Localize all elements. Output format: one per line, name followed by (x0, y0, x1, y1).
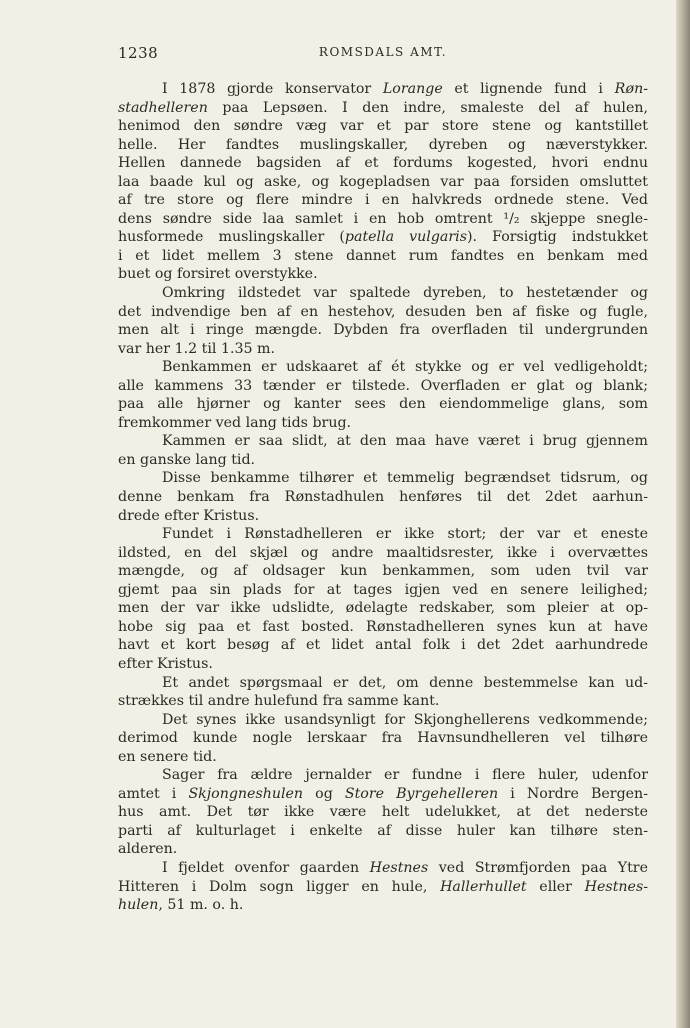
text-segment: eller (526, 878, 585, 895)
italic-text: Hestnes- (584, 878, 648, 895)
text-segment: helle. Her fandtes muslingskaller, dyreben og næverstykker. (118, 136, 648, 153)
text-line (118, 896, 648, 915)
text-line (118, 414, 648, 433)
text-segment: , 51 m. o. h. (158, 897, 244, 914)
text-segment: ildsted, en del skjæl og andre maaltidsrester, ikke i overvættes (118, 544, 648, 561)
text-segment: Sager fra ældre jernalder er fundne i flere huler, udenfor (162, 767, 648, 784)
text-segment: men der var ikke udslidte, ødelagte redskaber, som pleier at op- (118, 600, 648, 617)
italic-text: Store Byrgehelleren (344, 785, 499, 802)
text-segment: efter Kristus. (118, 655, 213, 672)
text-segment: Hitteren i Dolm sogn ligger en hule, (118, 878, 441, 895)
text-segment: et lignende fund i (442, 81, 615, 97)
text-segment: hobe sig paa et fast bosted. Rønstadhelleren synes kun at have (118, 618, 648, 635)
text-line (118, 748, 648, 767)
text-line (118, 581, 648, 600)
italic-text: stadhelleren (118, 99, 208, 116)
text-line (118, 191, 648, 210)
text-segment: drede efter Kristus. (118, 507, 260, 524)
italic-text: Skjongneshulen (188, 785, 304, 802)
text-line (118, 859, 648, 878)
italic-text: Lorange (382, 81, 443, 97)
page-header (118, 44, 648, 64)
text-line (118, 507, 648, 526)
text-segment: husformede muslingskaller ( (118, 229, 345, 246)
text-segment: alle kammens 33 tænder er tilstede. Overfladen er glat og blank; (118, 377, 648, 394)
text-segment: Et andet spørgsmaal er det, om denne bestemmelse kan ud- (162, 674, 648, 691)
text-line (118, 377, 648, 396)
text-line (118, 210, 648, 229)
text-segment: gjemt paa sin plads for at tages igjen ved en senere leilighed; (118, 581, 648, 598)
text-line (118, 562, 648, 581)
text-segment: Omkring ildstedet var spaltede dyreben, to hestetænder og (162, 285, 648, 302)
text-line (118, 655, 648, 674)
text-line (118, 878, 648, 897)
text-line (118, 729, 648, 748)
text-line (118, 618, 648, 637)
text-segment: strækkes til andre hulefund fra samme kant. (118, 693, 440, 710)
text-segment: ved Strømfjorden paa Ytre (428, 859, 648, 876)
text-segment: havt et kort besøg af et lidet antal folk i det 2det aarhundrede (118, 637, 648, 654)
text-line (118, 321, 648, 340)
text-segment: Kammen er saa slidt, at den maa have været i brug gjennem (162, 433, 648, 450)
text-line (118, 451, 648, 470)
text-segment: Hellen dannede bagsiden af et fordums kogested, hvori endnu (118, 155, 648, 172)
text-line (118, 544, 648, 563)
text-segment: men alt i ringe mængde. Dybden fra overfladen til undergrunden (118, 322, 648, 339)
text-segment: en senere tid. (118, 748, 217, 765)
text-segment: denne benkam fra Rønstadhulen henføres til det 2det aarhun- (118, 489, 648, 506)
text-segment: derimod kunde nogle lerskaar fra Havnsundhelleren vel tilhøre (118, 730, 648, 747)
text-segment: I fjeldet ovenfor gaarden (162, 859, 370, 876)
page-number: 1238 (118, 44, 159, 62)
text-line (118, 469, 648, 488)
text-segment: mængde, og af oldsager kun benkammen, som uden tvil var (118, 563, 648, 580)
text-segment: buet og forsiret overstykke. (118, 266, 318, 283)
text-line (118, 284, 648, 303)
text-segment: Benkammen er udskaaret af ét stykke og er vel vedligeholdt; (162, 359, 648, 376)
body-text (118, 80, 648, 915)
text-segment: var her 1.2 til 1.35 m. (118, 340, 276, 357)
text-segment: fremkommer ved lang tids brug. (118, 414, 352, 431)
text-line (118, 822, 648, 841)
text-line (118, 766, 648, 785)
text-line (118, 803, 648, 822)
text-line (118, 358, 648, 377)
text-segment: af tre store og flere mindre i en halvkreds ordnede stene. Ved (118, 192, 648, 209)
text-segment: og (303, 785, 345, 802)
text-segment: paa Lepsøen. I den indre, smaleste del af hulen, (207, 99, 648, 116)
italic-text: hulen (118, 897, 159, 914)
text-line (118, 636, 648, 655)
text-line (118, 228, 648, 247)
text-segment: i et lidet mellem 3 stene dannet rum fandtes en benkam med (118, 247, 648, 264)
text-line (118, 154, 648, 173)
text-segment: amtet i (118, 785, 189, 802)
text-segment: paa alle hjørner og kanter sees den eiendommelige glans, som (118, 396, 648, 413)
text-line (118, 432, 648, 451)
text-segment: I 1878 gjorde konservator (162, 81, 383, 97)
text-segment: laa baade kul og aske, og kogepladsen var paa forsiden omsluttet (118, 173, 648, 190)
text-segment: det indvendige ben af en hestehov, desuden ben af fiske og fugle, (118, 303, 648, 320)
text-line (118, 785, 648, 804)
running-title: ROMSDALS AMT. (318, 45, 448, 59)
text-line (118, 173, 648, 192)
text-line (118, 692, 648, 711)
text-segment: Det synes ikke usandsynligt for Skjonghellerens vedkommende; (162, 711, 648, 728)
italic-text: patella vulgaris (344, 229, 467, 246)
text-line (118, 136, 648, 155)
text-line (118, 488, 648, 507)
text-line (118, 117, 648, 136)
text-line (118, 711, 648, 730)
text-segment: Disse benkamme tilhører et temmelig begrændset tidsrum, og (162, 470, 648, 487)
text-line (118, 265, 648, 284)
text-segment: en ganske lang tid. (118, 451, 256, 468)
text-line (118, 303, 648, 322)
text-line (118, 599, 648, 618)
text-line (118, 840, 648, 859)
italic-text: Hestnes (369, 859, 429, 876)
text-segment: dens søndre side laa samlet i en hob omtrent ¹/₂ skjeppe snegle- (118, 210, 648, 227)
text-line (118, 80, 648, 99)
text-line (118, 99, 648, 118)
text-segment: hus amt. Det tør ikke være helt udelukket, at det nederste (118, 804, 648, 821)
page-edge-shadow (676, 0, 690, 1028)
text-segment: ). Forsigtig indstukket (467, 229, 648, 246)
text-line (118, 340, 648, 359)
text-segment: alderen. (118, 841, 178, 858)
text-line (118, 674, 648, 693)
text-segment: henimod den søndre væg var et par store stene og kantstillet (118, 118, 648, 135)
text-line (118, 395, 648, 414)
text-line (118, 247, 648, 266)
italic-text: Røn- (614, 81, 648, 97)
italic-text: Hallerhullet (440, 878, 527, 895)
text-segment: Fundet i Rønstadhelleren er ikke stort; der var et eneste (162, 526, 648, 543)
text-segment: i Nordre Bergen- (498, 785, 648, 802)
text-line (118, 525, 648, 544)
text-segment: parti af kulturlaget i enkelte af disse huler kan tilhøre sten- (118, 822, 648, 839)
